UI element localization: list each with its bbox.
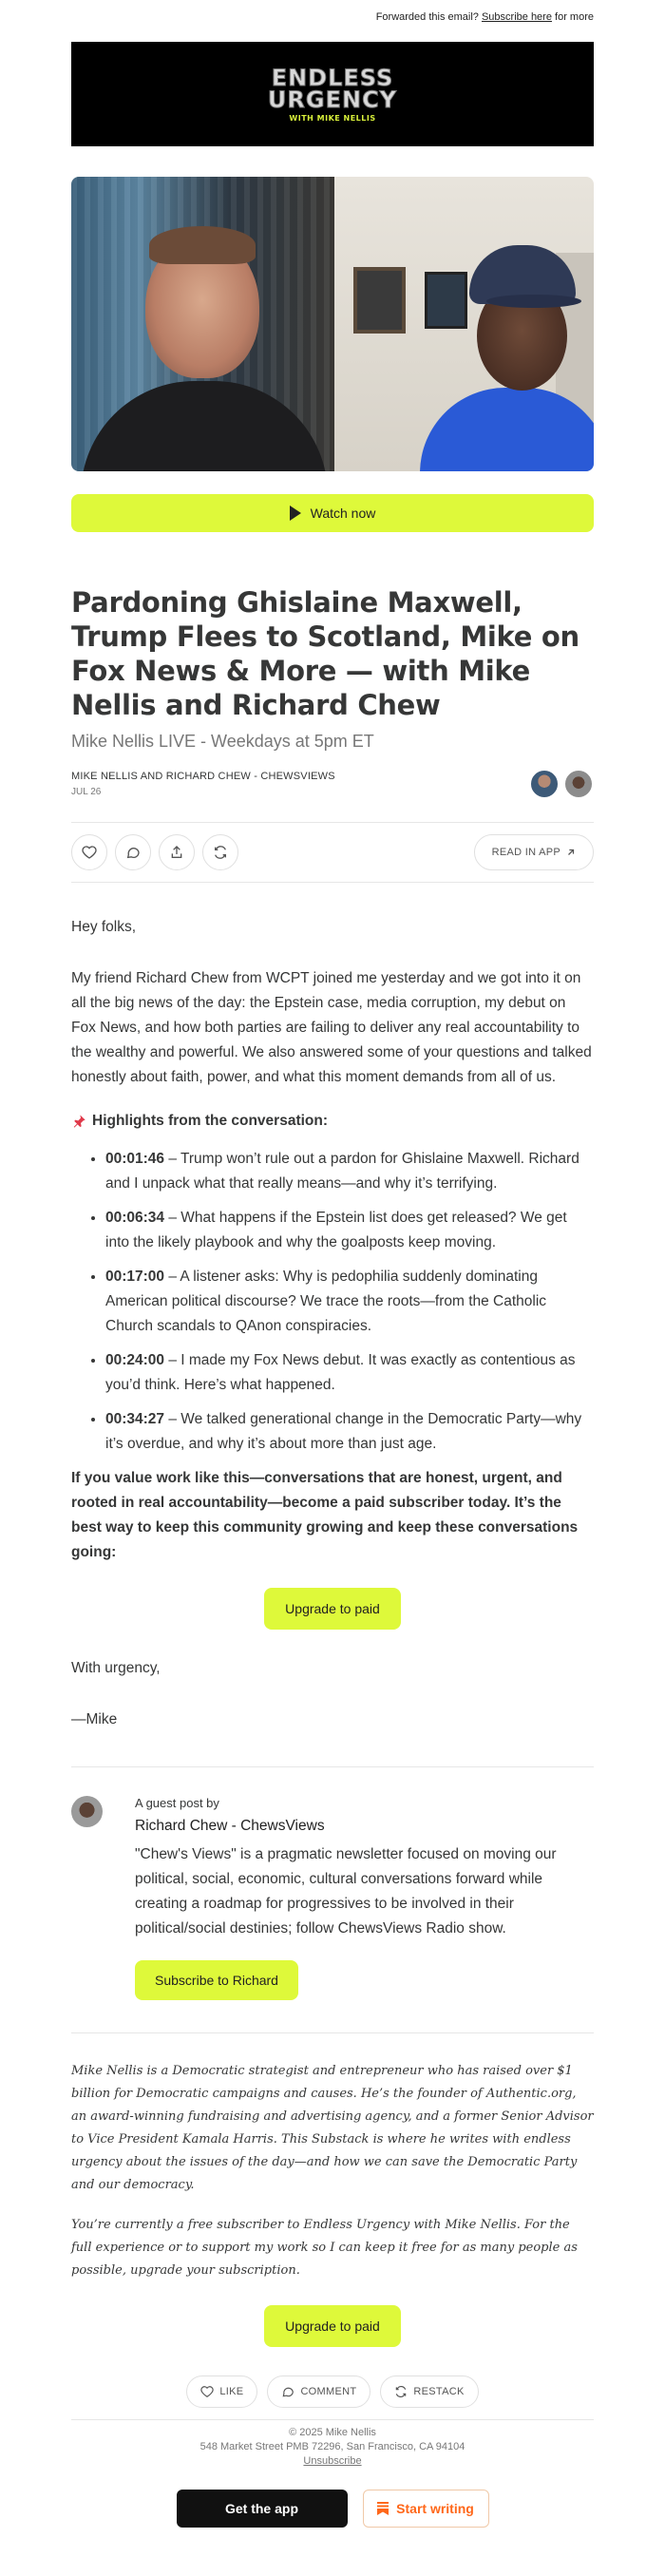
list-item	[105, 1206, 594, 1255]
watch-now-label: Watch now	[310, 506, 376, 521]
heart-icon	[82, 845, 97, 860]
post-meta	[71, 769, 594, 799]
app-buttons	[71, 2490, 594, 2528]
post-authors[interactable]: MIKE NELLIS AND RICHARD CHEW - CHEWSVIEWS	[71, 771, 335, 782]
comment-icon	[281, 2385, 294, 2398]
guest-body	[420, 388, 594, 471]
watch-now-button[interactable]	[71, 494, 594, 532]
timestamp: 00:24:00	[105, 1352, 165, 1368]
divider	[71, 1766, 594, 1767]
subscriber-note: You’re currently a free subscriber to Endless Urgency with Mike Nellis. For the full experience or to support my work so I can keep it free for as many people as possible, upgrade your subscription.	[71, 2218, 578, 2278]
greeting: Hey folks,	[71, 919, 137, 935]
footer-actions	[71, 2376, 594, 2408]
start-writing-button[interactable]	[363, 2490, 489, 2528]
divider	[71, 2032, 594, 2033]
banner-logo-line3: WITH MIKE NELLIS	[289, 113, 376, 123]
address: 548 Market Street PMB 72296, San Francisco, CA 94104	[200, 2441, 466, 2452]
signoff-name: —Mike	[71, 1711, 118, 1727]
cta-paragraph: If you value work like this—conversations that are honest, urgent, and rooted in real accountability—become a paid subscriber today. It’s the best way to keep this community growing and keep these conversations going:	[71, 1470, 579, 1560]
guest-author-card	[71, 1796, 594, 2000]
highlight-text: – What happens if the Epstein list does get released? We get into the likely playbook and why the goalposts keep moving.	[105, 1210, 567, 1250]
email-container	[71, 0, 594, 2528]
footer-like-button[interactable]	[186, 2376, 257, 2408]
intro-paragraph: My friend Richard Chew from WCPT joined me yesterday and we got into it on all the big news of the day: the Epstein case, media corruption, my debut on Fox News, and how both parties are failing to deliver any real accountability to the wealthy and powerful. We also answered some of your questions and talked honestly about faith, power, and what this moment demands from all of us.	[71, 970, 592, 1085]
signoff-line: With urgency,	[71, 1660, 161, 1676]
substack-logo-icon	[377, 2502, 389, 2515]
timestamp: 00:17:00	[105, 1269, 165, 1285]
read-in-app-button[interactable]	[474, 834, 594, 870]
video-left-speaker	[71, 177, 334, 471]
author-bio: Mike Nellis is a Democratic strategist and entrepreneur who has raised over $1 billion for Democratic campaigns and causes. He’s the founder of Authentic.org, an award-winning fundraising and advertising agency, and a former Senior Advisor to Vice President Kamala Harris. This Substack is where he writes with endless urgency about the issues of the day—and how we can save the Democratic Party and our democracy.	[71, 2064, 594, 2192]
forward-notice	[71, 0, 594, 42]
list-item	[105, 1407, 594, 1457]
pushpin-icon	[71, 1114, 86, 1129]
timestamp: 00:34:27	[105, 1411, 165, 1427]
unsubscribe-link[interactable]: Unsubscribe	[303, 2455, 362, 2467]
guest-author-name[interactable]: Richard Chew - ChewsViews	[135, 1818, 325, 1834]
upgrade-to-paid-button-footer[interactable]: Upgrade to paid	[264, 2305, 401, 2347]
timestamp: 00:01:46	[105, 1151, 165, 1167]
list-item	[105, 1147, 594, 1196]
heart-icon	[200, 2385, 214, 2398]
avatar[interactable]	[563, 769, 594, 799]
newsletter-banner[interactable]	[71, 42, 594, 146]
avatar[interactable]	[529, 769, 560, 799]
highlight-text: – A listener asks: Why is pedophilia suddenly dominating American political discourse? We trace the roots—from the Catholic Church scandals to QAnon conspiracies.	[105, 1269, 547, 1334]
banner-logo-line1: ENDLESS	[271, 64, 394, 91]
restack-button[interactable]	[202, 834, 238, 870]
highlight-text: – We talked generational change in the Democratic Party—why it’s overdue, and why it’s about more than just age.	[105, 1411, 582, 1452]
like-button[interactable]	[71, 834, 107, 870]
timestamp: 00:06:34	[105, 1210, 165, 1226]
read-in-app-label: READ IN APP	[491, 847, 560, 858]
restack-icon	[213, 845, 228, 860]
post-subtitle: Mike Nellis LIVE - Weekdays at 5pm ET	[71, 732, 374, 751]
author-avatars	[529, 769, 594, 799]
post-title[interactable]: Pardoning Ghislaine Maxwell, Trump Flees to Scotland, Mike on Fox News & More — with Mike Nellis and Richard Chew	[71, 586, 580, 721]
start-writing-label: Start writing	[396, 2501, 474, 2516]
highlight-text: – I made my Fox News debut. It was exactly as contentious as you’d think. Here’s what happened.	[105, 1352, 576, 1393]
subscribe-link[interactable]: Subscribe here	[481, 11, 552, 23]
highlight-text: – Trump won’t rule out a pardon for Ghislaine Maxwell. Richard and I unpack what that really means—and why it’s terrifying.	[105, 1151, 580, 1192]
comment-label: COMMENT	[300, 2386, 357, 2397]
copyright: © 2025 Mike Nellis	[289, 2427, 376, 2438]
arrow-up-right-icon	[566, 848, 576, 857]
restack-label: RESTACK	[413, 2386, 465, 2397]
post-body	[71, 915, 594, 1732]
footer-comment-button[interactable]	[267, 2376, 370, 2408]
restack-icon	[394, 2385, 408, 2398]
share-icon	[169, 845, 184, 860]
wall-frame	[353, 267, 406, 334]
like-label: LIKE	[219, 2386, 244, 2397]
guest-cap-bill	[486, 295, 581, 308]
highlights-heading	[71, 1109, 594, 1134]
legal-footer	[71, 2419, 594, 2469]
forward-suffix: for more	[555, 11, 594, 23]
comment-button[interactable]	[115, 834, 151, 870]
get-the-app-button[interactable]: Get the app	[177, 2490, 348, 2528]
guest-post-label: A guest post by	[135, 1796, 219, 1810]
list-item	[105, 1348, 594, 1398]
play-icon	[290, 506, 301, 521]
wall-frame-small	[425, 272, 467, 329]
upgrade-to-paid-button[interactable]: Upgrade to paid	[264, 1588, 401, 1630]
forward-prefix: Forwarded this email?	[375, 11, 479, 23]
highlights-heading-label: Highlights from the conversation:	[92, 1113, 329, 1129]
post-date: JUL 26	[71, 787, 102, 797]
highlights-list	[71, 1147, 594, 1457]
list-item	[105, 1265, 594, 1339]
speaker-hair	[149, 226, 256, 264]
avatar[interactable]	[71, 1796, 103, 1827]
share-button[interactable]	[159, 834, 195, 870]
video-thumbnail[interactable]	[71, 177, 594, 471]
subscribe-to-richard-button[interactable]: Subscribe to Richard	[135, 1960, 298, 2000]
footer-restack-button[interactable]	[380, 2376, 478, 2408]
video-right-speaker	[334, 177, 594, 471]
post-actions-bar	[71, 822, 594, 883]
comment-icon	[125, 845, 141, 860]
guest-author-description: "Chew's Views" is a pragmatic newsletter focused on moving our political, social, economic, cultural conversations forward while creating a roadmap for progressives to be involved in their political/social destinies; follow ChewsViews Radio show.	[135, 1846, 557, 1937]
banner-logo-line2: URGENCY	[267, 86, 398, 113]
